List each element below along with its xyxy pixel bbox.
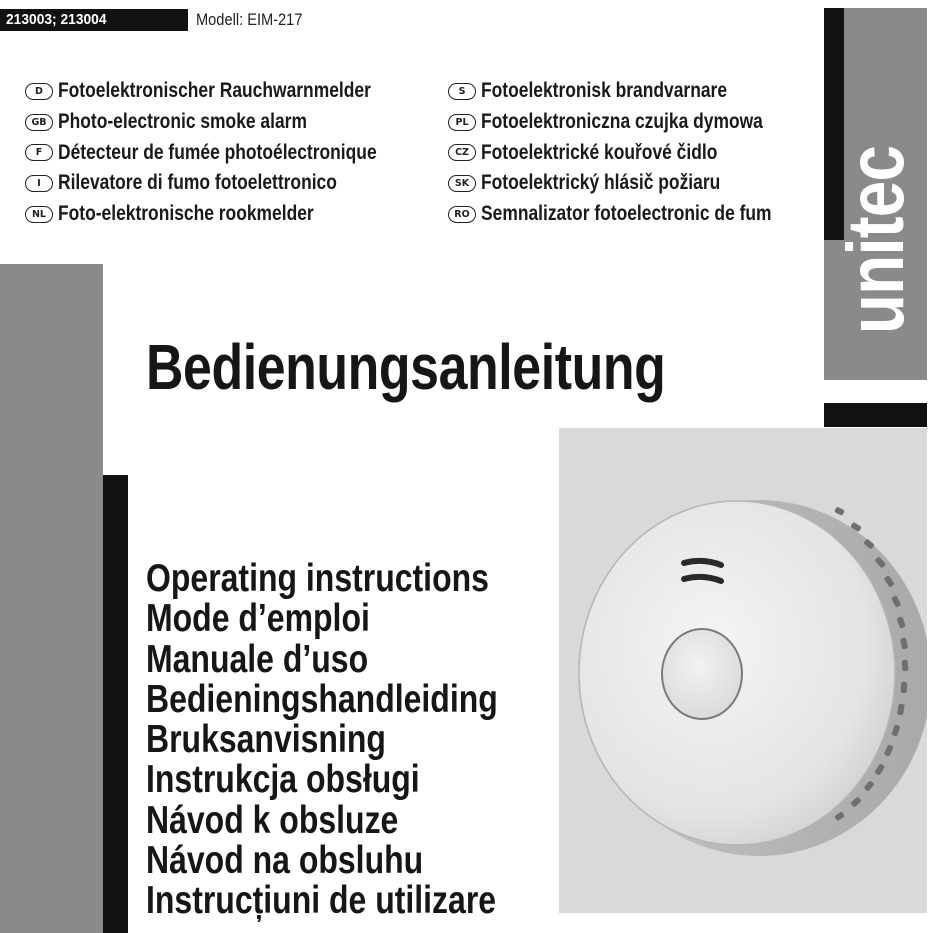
decorative-gray-bar <box>0 264 103 933</box>
language-item <box>448 199 831 230</box>
language-code-badge: I <box>25 175 53 192</box>
manual-title: Bedieningshandleiding <box>146 677 498 721</box>
language-code-badge: SK <box>448 175 476 192</box>
language-item <box>25 76 442 107</box>
manual-title: Mode d’emploi <box>146 597 370 641</box>
language-item <box>448 168 831 199</box>
language-list-left <box>25 76 442 229</box>
language-code-badge: D <box>25 83 53 100</box>
language-label: Fotoelektrické kouřové čidlo <box>481 140 718 164</box>
test-button <box>662 629 742 719</box>
manual-title: Operating instructions <box>146 557 489 600</box>
language-item <box>448 76 831 107</box>
language-item <box>448 137 831 168</box>
language-list-right <box>448 76 831 229</box>
language-item <box>25 199 442 230</box>
language-code-badge: NL <box>25 206 53 223</box>
page-title: Bedienungsanleitung <box>146 331 666 403</box>
language-label: Semnalizator fotoelectronic de fum <box>481 202 772 226</box>
product-photo <box>559 428 927 913</box>
language-code-badge: CZ <box>448 144 476 161</box>
manual-title: Návod k obsluze <box>146 798 399 842</box>
manual-title: Manuale d’uso <box>146 637 369 681</box>
language-label: Détecteur de fumée photoélectronique <box>58 140 377 164</box>
language-label: Fotoelektroniczna czujka dymowa <box>481 110 763 134</box>
language-label: Fotoelektronisk brandvarnare <box>481 79 728 103</box>
language-code-badge: F <box>25 144 53 161</box>
language-label: Photo-electronic smoke alarm <box>58 110 307 134</box>
language-label: Fotoelektronischer Rauchwarnmelder <box>58 79 371 103</box>
brand-bar-footer <box>824 403 927 427</box>
language-item <box>25 168 442 199</box>
language-item <box>25 137 442 168</box>
manual-title: Bruksanvisning <box>146 718 386 762</box>
smoke-detector-illustration <box>559 428 927 913</box>
language-item <box>25 107 442 138</box>
language-label: Rilevatore di fumo fotoelettronico <box>58 171 337 195</box>
language-label: Foto-elektronische rookmelder <box>58 202 314 226</box>
brand-logo: unitec <box>831 145 920 335</box>
manual-title: Instrucțiuni de utilizare <box>146 879 497 923</box>
language-code-badge: S <box>448 83 476 100</box>
manual-title-list <box>146 559 575 922</box>
language-code-badge: GB <box>25 114 53 131</box>
model-number: Modell: EIM-217 <box>196 10 303 29</box>
article-numbers: 213003; 213004 <box>6 11 107 28</box>
language-item <box>448 107 831 138</box>
language-code-badge: PL <box>448 114 476 131</box>
manual-title: Návod na obsluhu <box>146 839 424 883</box>
manual-title: Instrukcja obsługi <box>146 758 420 802</box>
decorative-black-bar <box>103 475 128 933</box>
article-number-box <box>0 9 188 31</box>
language-label: Fotoelektrický hlásič požiaru <box>481 171 721 195</box>
language-code-badge: RO <box>448 206 476 223</box>
